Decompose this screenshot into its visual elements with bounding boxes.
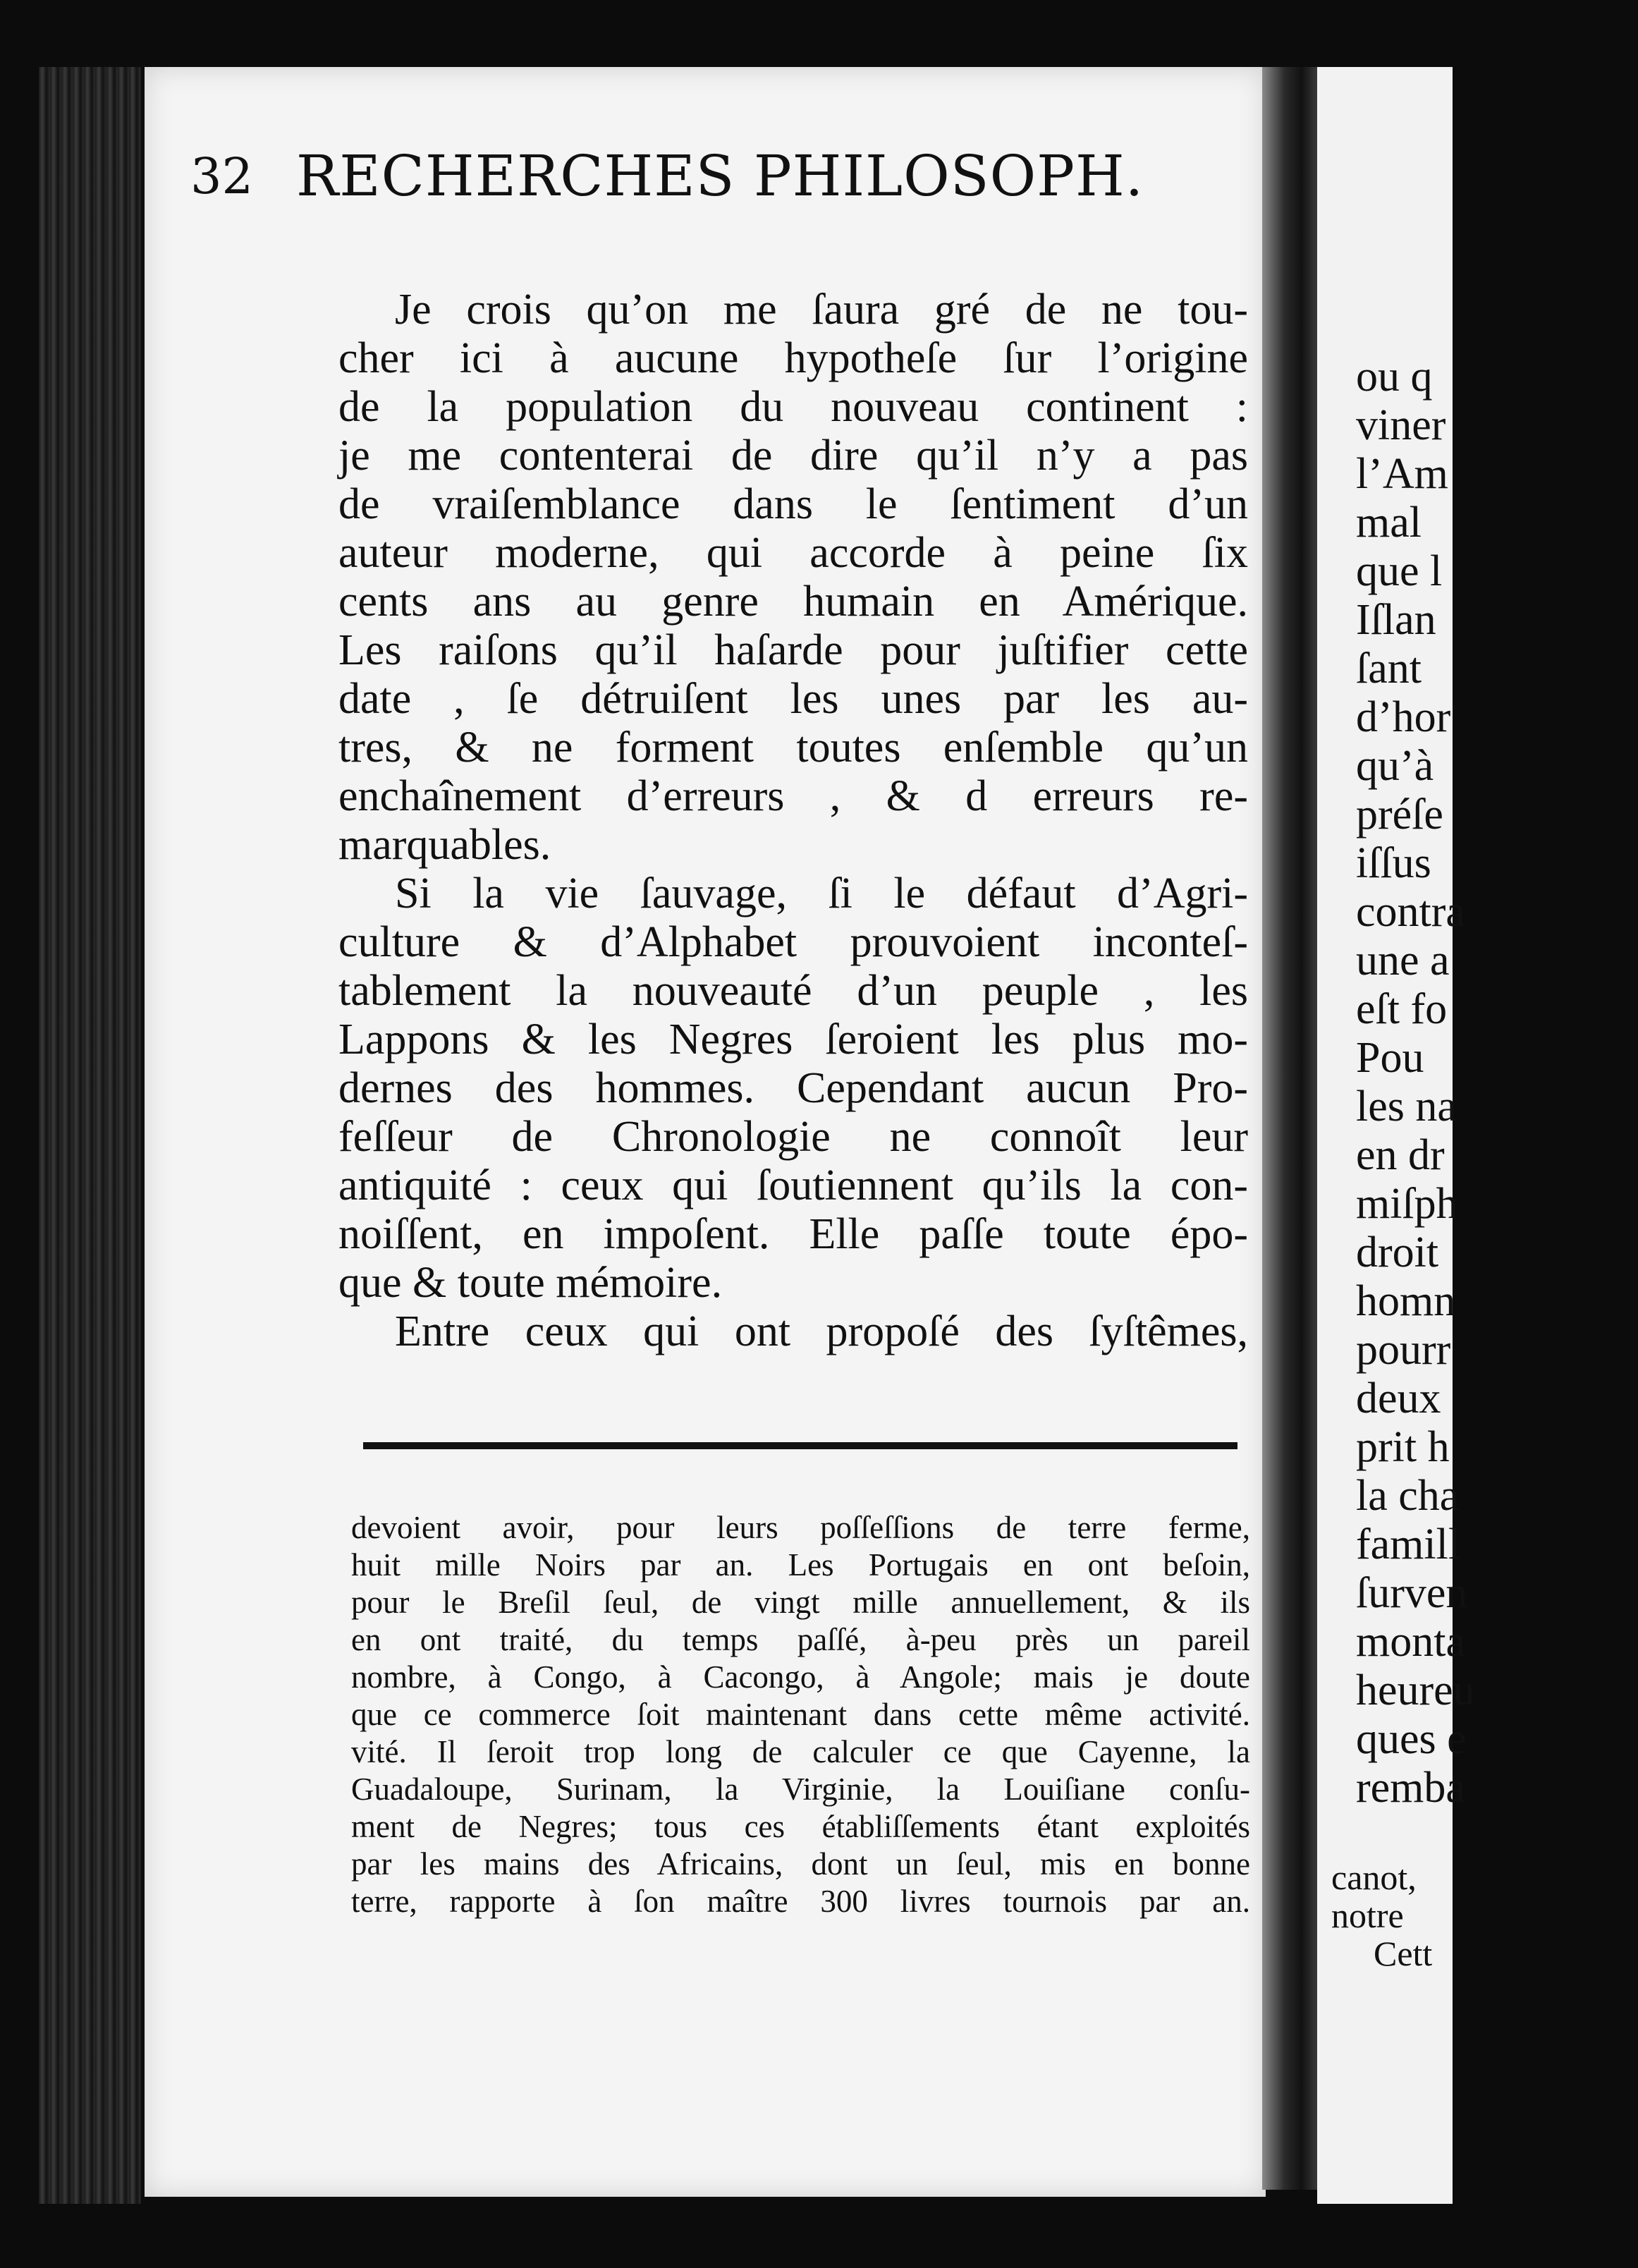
text-line: Entre ceux qui ont propoſé des ſyſtêmes,: [395, 1307, 1248, 1355]
right-line: monta: [1356, 1618, 1465, 1666]
right-page: [1317, 67, 1475, 2204]
text-line: Les raiſons qu’il haſarde pour juſtifier cette: [338, 626, 1248, 674]
right-line: eſt fo: [1356, 985, 1448, 1033]
text-line: cher ici à aucune hypotheſe ſur l’origine: [338, 334, 1248, 382]
right-foot-line: Cett: [1374, 1934, 1433, 1973]
footnote-line: que ce commerce ſoit maintenant dans cette même activité.: [351, 1697, 1250, 1732]
text-line: Si la vie ſauvage, ſi le défaut d’Agri-: [395, 870, 1248, 917]
page-number: 32: [190, 147, 254, 205]
right-line: remba: [1356, 1764, 1465, 1812]
footnote-line: devoient avoir, pour leurs poſſeſſions de terre ferme,: [351, 1510, 1250, 1545]
right-line: la cha: [1356, 1472, 1460, 1520]
right-page-text: [1356, 353, 1638, 1812]
right-line: miſph: [1356, 1180, 1458, 1228]
page-header: [190, 141, 1241, 212]
text-line: je me contenterai de dire qu’il n’y a pas: [338, 432, 1248, 480]
right-line: famill: [1356, 1520, 1461, 1568]
right-line: l’Am: [1356, 450, 1448, 498]
text-line: auteur moderne, qui accorde à peine ſix: [338, 529, 1248, 577]
text-line: noiſſent, en impoſent. Elle paſſe toute épo-: [338, 1210, 1248, 1258]
text-line: de la population du nouveau continent :: [338, 383, 1248, 431]
right-line: que l: [1356, 547, 1443, 595]
right-line: prit h: [1356, 1423, 1450, 1471]
right-line: viner: [1356, 401, 1446, 449]
footnote-line: ment de Negres; tous ces établiſſements étant exploités: [351, 1809, 1250, 1844]
main-text: [338, 286, 1248, 1356]
text-line: culture & d’Alphabet prouvoient inconteſ-: [338, 918, 1248, 966]
text-line: Je crois qu’on me ſaura gré de ne tou-: [395, 286, 1248, 334]
right-line: les na: [1356, 1083, 1457, 1130]
right-line: pourr: [1356, 1326, 1451, 1374]
footnote-line: vité. Il ſeroit trop long de calculer ce que Cayenne, la: [351, 1734, 1250, 1769]
footnote-text: [351, 1509, 1250, 1920]
text-line: de vraiſemblance dans le ſentiment d’un: [338, 480, 1248, 528]
right-line: en dr: [1356, 1131, 1445, 1179]
text-line: feſſeur de Chronologie ne connoît leur: [338, 1113, 1248, 1161]
right-line: ou q: [1356, 353, 1433, 401]
footnote-line: par les mains des Africains, dont un ſeul, mis en bonne: [351, 1846, 1250, 1882]
text-line: antiquité : ceux qui ſoutiennent qu’ils la con-: [338, 1162, 1248, 1209]
right-line: Iſlan: [1356, 596, 1436, 644]
text-line: enchaînement d’erreurs , & d erreurs re-: [338, 772, 1248, 820]
right-line: préſe: [1356, 791, 1443, 839]
right-line: une a: [1356, 937, 1450, 984]
text-line: dernes des hommes. Cependant aucun Pro-: [338, 1064, 1248, 1112]
text-line: marquables.: [338, 821, 551, 869]
book-edge: [39, 67, 141, 2204]
right-line: ſurven: [1356, 1569, 1468, 1617]
right-line: heureu: [1356, 1666, 1475, 1714]
text-line: date , ſe détruiſent les unes par les au-: [338, 675, 1248, 723]
footnote-line: terre, rapporte à ſon maître 300 livres tournois par an.: [351, 1884, 1250, 1919]
right-line: ques e: [1356, 1715, 1467, 1763]
footnote-line: en ont traité, du temps paſſé, à-peu près un pareil: [351, 1622, 1250, 1657]
text-line: que & toute mémoire.: [338, 1259, 723, 1307]
footnote-line: huit mille Noirs par an. Les Portugais en ont beſoin,: [351, 1547, 1250, 1583]
text-line: Lappons & les Negres ſeroient les plus mo-: [338, 1016, 1248, 1063]
right-foot-line: notre: [1331, 1896, 1404, 1935]
text-line: cents ans au genre humain en Amérique.: [338, 578, 1248, 626]
right-line: Pou: [1356, 1034, 1424, 1082]
footnote-line: Guadaloupe, Surinam, la Virginie, la Louiſiane conſu-: [351, 1772, 1250, 1807]
right-line: droit: [1356, 1228, 1439, 1276]
right-line: qu’à: [1356, 742, 1434, 790]
right-line: contra: [1356, 888, 1465, 936]
right-foot-line: canot,: [1331, 1858, 1417, 1897]
running-head: RECHERCHES PHILOSOPH.: [296, 143, 1144, 209]
right-page-foot: [1331, 1858, 1613, 1973]
footnote-divider: [363, 1442, 1237, 1449]
right-line: ſant: [1356, 645, 1422, 693]
book-gutter: [1262, 67, 1319, 2190]
right-line: homn: [1356, 1277, 1456, 1325]
right-line: d’hor: [1356, 693, 1451, 741]
footnote-line: pour le Breſil ſeul, de vingt mille annuellement, & ils: [351, 1585, 1250, 1620]
text-line: tablement la nouveauté d’un peuple , les: [338, 967, 1248, 1015]
text-line: tres, & ne forment toutes enſemble qu’un: [338, 724, 1248, 772]
right-line: deux: [1356, 1374, 1441, 1422]
footnote-line: nombre, à Congo, à Cacongo, à Angole; mais je doute: [351, 1659, 1250, 1695]
right-line: mal: [1356, 499, 1422, 547]
right-line: iſſus: [1356, 839, 1431, 887]
